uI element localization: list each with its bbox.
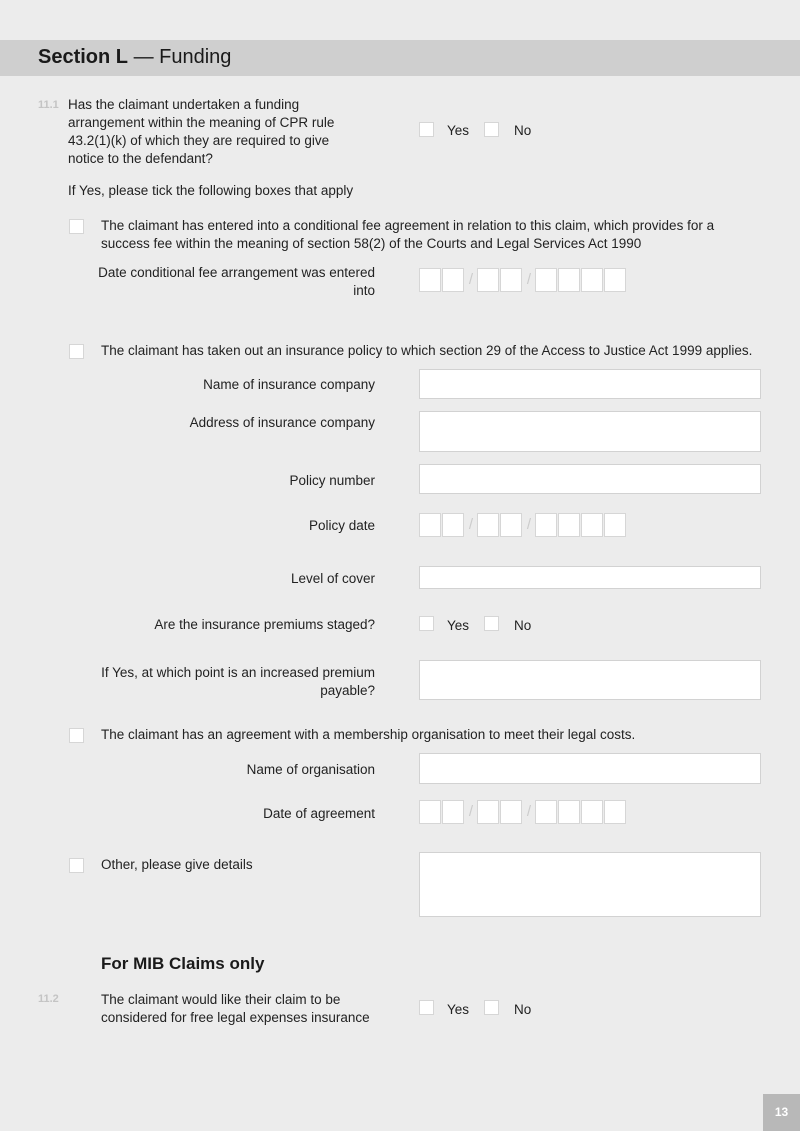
date-digit-box[interactable] [604,513,626,537]
agreement-date-field[interactable] [419,800,627,824]
level-of-cover-input[interactable] [419,566,761,589]
date-separator: / [526,803,532,820]
agreement-date-label: Date of agreement [263,806,375,821]
date-separator: / [468,516,474,533]
membership-text: The claimant has an agreement with a membership organisation to meet their legal costs. [101,727,636,742]
date-digit-box[interactable] [558,268,580,292]
organisation-name-label: Name of organisation [246,762,375,777]
question-11-1-text: Has the claimant undertaken a funding arrangement within the meaning of CPR rule 43.2(1)(k) of which they are required to give notice to the defendant? [68,97,335,166]
other-checkbox[interactable] [69,858,84,873]
policy-date-field[interactable] [419,513,627,537]
q11-2-yes-label: Yes [447,1002,470,1017]
q11-1-yes-checkbox[interactable] [419,122,434,137]
premiums-staged-yes-label: Yes [447,618,470,633]
date-separator: / [526,271,532,288]
date-digit-box[interactable] [442,800,464,824]
date-digit-box[interactable] [581,268,603,292]
date-digit-box[interactable] [604,268,626,292]
instruction-text: If Yes, please tick the following boxes that apply [68,183,354,198]
membership-checkbox[interactable] [69,728,84,743]
policy-date-label: Policy date [308,518,375,533]
insurance-address-label: Address of insurance company [189,415,375,430]
q11-2-no-label: No [514,1002,532,1017]
cfa-checkbox[interactable] [69,219,84,234]
premiums-staged-no-label: No [514,618,532,633]
organisation-name-input[interactable] [419,753,761,784]
insurance-checkbox[interactable] [69,344,84,359]
insurance-company-label: Name of insurance company [203,377,375,392]
date-digit-box[interactable] [558,800,580,824]
q11-1-no-label: No [514,123,532,138]
insurance-address-input[interactable] [419,411,761,452]
date-digit-box[interactable] [442,268,464,292]
cfa-date-label: Date conditional fee arrangement was entered into [98,265,375,298]
increased-premium-input[interactable] [419,660,761,700]
date-digit-box[interactable] [500,800,522,824]
date-digit-box[interactable] [604,800,626,824]
question-number-11-2: 11.2 [38,993,59,1005]
question-11-2-text: The claimant would like their claim to be considered for free legal expenses insurance [101,992,370,1025]
premiums-staged-yes-checkbox[interactable] [419,616,434,631]
cfa-date-field[interactable] [419,268,627,292]
policy-number-label: Policy number [289,473,375,488]
section-name: Funding [159,46,232,68]
q11-1-yes-label: Yes [447,123,470,138]
date-digit-box[interactable] [442,513,464,537]
section-title [38,46,231,69]
date-digit-box[interactable] [477,268,499,292]
premiums-staged-label: Are the insurance premiums staged? [154,617,375,632]
date-separator: / [526,516,532,533]
level-of-cover-label: Level of cover [290,571,375,586]
other-details-input[interactable] [419,852,761,917]
date-digit-box[interactable] [581,800,603,824]
date-digit-box[interactable] [419,800,441,824]
date-digit-box[interactable] [477,800,499,824]
other-text: Other, please give details [101,857,253,872]
date-digit-box[interactable] [581,513,603,537]
insurance-text: The claimant has taken out an insurance policy to which section 29 of the Access to Justice Act 1999 applies. [101,343,753,358]
date-digit-box[interactable] [419,513,441,537]
date-digit-box[interactable] [500,268,522,292]
q11-2-no-checkbox[interactable] [484,1000,499,1015]
date-digit-box[interactable] [535,800,557,824]
date-digit-box[interactable] [419,268,441,292]
section-dash: — [128,46,160,68]
premiums-staged-no-checkbox[interactable] [484,616,499,631]
date-separator: / [468,271,474,288]
date-digit-box[interactable] [535,268,557,292]
page-number: 13 [763,1094,800,1131]
question-number-11-1: 11.1 [38,99,59,111]
date-digit-box[interactable] [477,513,499,537]
date-separator: / [468,803,474,820]
section-label: Section L [38,46,129,68]
policy-number-input[interactable] [419,464,761,494]
q11-1-no-checkbox[interactable] [484,122,499,137]
q11-2-yes-checkbox[interactable] [419,1000,434,1015]
mib-heading: For MIB Claims only [101,954,265,973]
date-digit-box[interactable] [500,513,522,537]
cfa-text: The claimant has entered into a conditional fee agreement in relation to this claim, which provides for a success fee within the meaning of section 58(2) of the Courts and Legal Services Act 1990 [101,218,715,251]
date-digit-box[interactable] [535,513,557,537]
insurance-company-input[interactable] [419,369,761,399]
increased-premium-label: If Yes, at which point is an increased premium payable? [101,665,375,698]
date-digit-box[interactable] [558,513,580,537]
